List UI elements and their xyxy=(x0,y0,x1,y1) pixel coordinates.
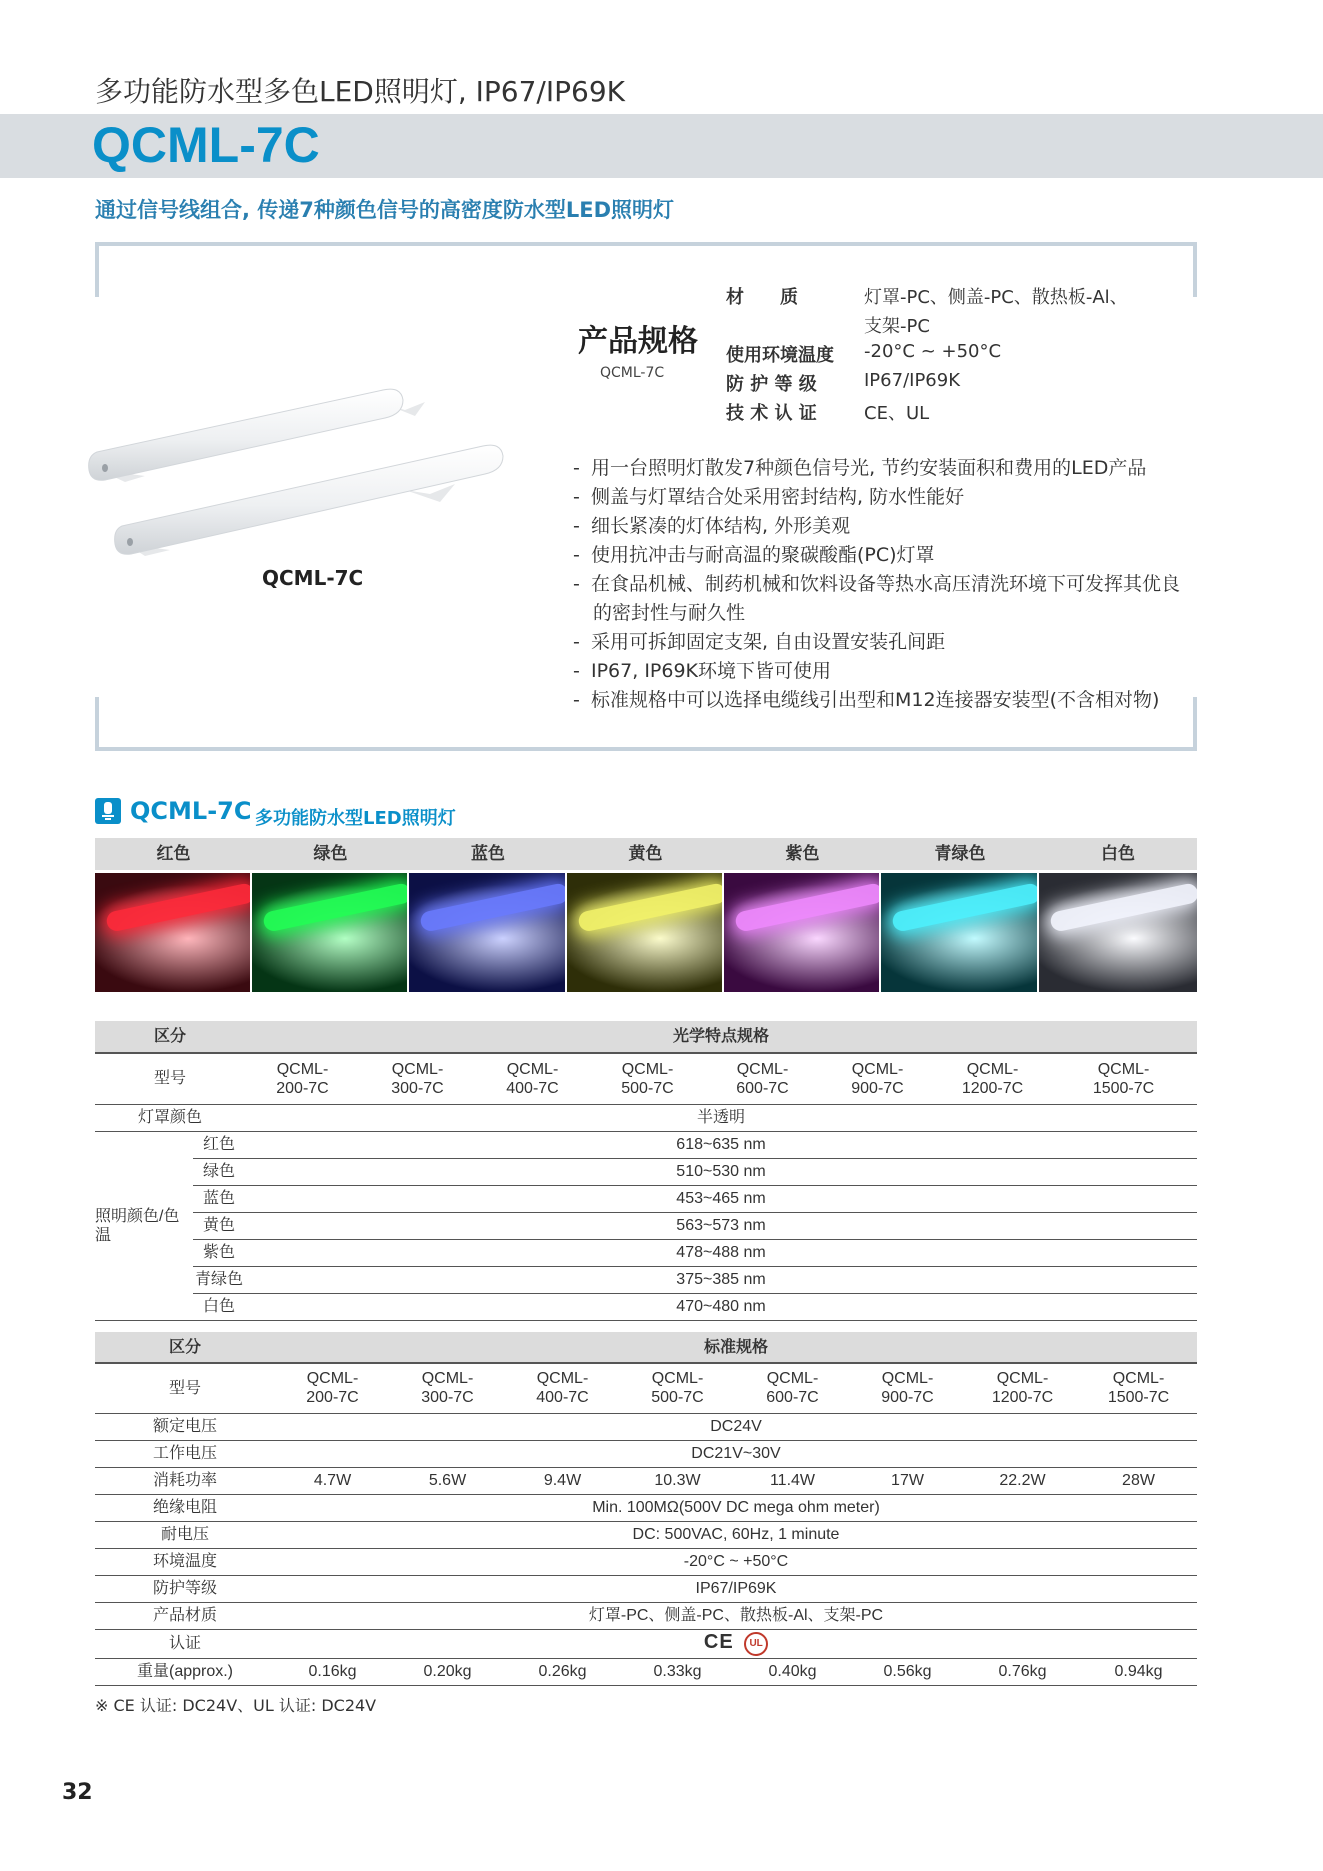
table-header-row xyxy=(95,1021,1197,1053)
feature-item: - 细长紧凑的灯体结构, 外形美观 xyxy=(573,512,1193,541)
group-label: 照明颜色/色温 xyxy=(95,1131,193,1320)
color-cell: 黄色 xyxy=(193,1212,245,1239)
spec-value: IP67/IP69K xyxy=(864,370,961,391)
model-title: QCML-7C xyxy=(92,117,320,173)
footnote: ※ CE 认证: DC24V、UL 认证: DC24V xyxy=(95,1696,377,1715)
model-cell: QCML- 300-7C xyxy=(390,1363,505,1413)
power-cell: 9.4W xyxy=(505,1467,620,1494)
color-label: 红色 xyxy=(156,844,191,864)
color-label: 白色 xyxy=(1101,844,1135,864)
table-row xyxy=(95,1413,1197,1440)
model-cell: QCML- 600-7C xyxy=(705,1053,820,1104)
glowing-light-bar xyxy=(105,882,250,933)
table-row xyxy=(95,1293,1197,1320)
swatch-red xyxy=(95,873,250,992)
table-title: 标准规格 xyxy=(275,1332,1197,1363)
model-cell: QCML- 500-7C xyxy=(590,1053,705,1104)
row-label: 耐电压 xyxy=(95,1521,275,1548)
feature-item: - 在食品机械、制药机械和饮料设备等热水高压清洗环境下可发挥其优良 xyxy=(573,570,1193,599)
glowing-light-bar xyxy=(1049,882,1197,933)
color-cell: 绿色 xyxy=(193,1158,245,1185)
swatch-green xyxy=(252,873,407,992)
table-row xyxy=(95,1440,1197,1467)
color-label: 紫色 xyxy=(785,844,820,864)
spec-value: 灯罩-PC、侧盖-PC、散热板-Al、 xyxy=(864,287,1128,308)
feature-list xyxy=(573,454,1193,715)
product-caption: QCML-7C xyxy=(262,566,364,590)
table-row xyxy=(95,1629,1197,1658)
color-header-bar xyxy=(95,838,1197,870)
row-label: 产品材质 xyxy=(95,1602,275,1629)
model-cell: QCML- 1200-7C xyxy=(935,1053,1050,1104)
power-cell: 22.2W xyxy=(965,1467,1080,1494)
wavelength-cell: 375~385 nm xyxy=(245,1266,1197,1293)
glowing-light-bar xyxy=(262,882,407,933)
power-cell: 4.7W xyxy=(275,1467,390,1494)
model-row xyxy=(95,1363,1197,1413)
model-row xyxy=(95,1053,1197,1104)
color-label: 蓝色 xyxy=(471,844,505,864)
color-cell: 青绿色 xyxy=(193,1266,245,1293)
swatch-purple xyxy=(724,873,879,992)
ce-mark-icon: CE xyxy=(703,1630,734,1653)
spec-label: 材 质 xyxy=(726,287,798,308)
row-label: 型号 xyxy=(95,1053,245,1104)
section-subtitle: 多功能防水型LED照明灯 xyxy=(255,808,456,829)
row-label: 工作电压 xyxy=(95,1440,275,1467)
product-subtitle: 通过信号线组合, 传递7种颜色信号的高密度防水型LED照明灯 xyxy=(95,198,675,222)
table-row xyxy=(95,1266,1197,1293)
row-label: 认证 xyxy=(95,1629,275,1658)
color-cell: 白色 xyxy=(193,1293,245,1320)
color-cell: 蓝色 xyxy=(193,1185,245,1212)
feature-item: - 用一台照明灯散发7种颜色信号光, 节约安装面积和费用的LED产品 xyxy=(573,454,1193,483)
model-cell: QCML- 500-7C xyxy=(620,1363,735,1413)
spec-value: CE、UL xyxy=(864,403,930,424)
row-value: 半透明 xyxy=(245,1104,1197,1131)
table-row xyxy=(95,1185,1197,1212)
swatch-blue xyxy=(409,873,565,992)
standard-spec-table xyxy=(95,1332,1197,1686)
power-cell: 17W xyxy=(850,1467,965,1494)
table-row xyxy=(95,1131,1197,1158)
feature-item: - 使用抗冲击与耐高温的聚碳酸酯(PC)灯罩 xyxy=(573,541,1193,570)
weight-cell: 0.20kg xyxy=(390,1658,505,1685)
model-cell: QCML- 400-7C xyxy=(505,1363,620,1413)
table-header-row xyxy=(95,1332,1197,1363)
model-cell: QCML- 300-7C xyxy=(360,1053,475,1104)
color-label: 黄色 xyxy=(628,844,663,864)
weight-cell: 0.26kg xyxy=(505,1658,620,1685)
table-row xyxy=(95,1575,1197,1602)
power-cell: 5.6W xyxy=(390,1467,505,1494)
weight-cell: 0.33kg xyxy=(620,1658,735,1685)
feature-item: - 采用可拆卸固定支架, 自由设置安装孔间距 xyxy=(573,628,1193,657)
spec-value: 支架-PC xyxy=(864,316,930,337)
row-label: 重量(approx.) xyxy=(95,1658,275,1685)
spec-label: 使用环境温度 xyxy=(726,345,834,366)
model-cell: QCML- 600-7C xyxy=(735,1363,850,1413)
row-value: -20°C ~ +50°C xyxy=(275,1548,1197,1575)
product-image xyxy=(85,380,515,570)
table-row xyxy=(95,1521,1197,1548)
color-cell: 紫色 xyxy=(193,1239,245,1266)
ul-mark-icon: UL xyxy=(744,1632,768,1656)
weight-cell: 0.56kg xyxy=(850,1658,965,1685)
color-cell: 红色 xyxy=(193,1131,245,1158)
page-number: 32 xyxy=(62,1780,93,1805)
glowing-light-bar xyxy=(734,882,879,933)
glowing-light-bar xyxy=(419,882,565,933)
wavelength-cell: 478~488 nm xyxy=(245,1239,1197,1266)
row-value: DC: 500VAC, 60Hz, 1 minute xyxy=(275,1521,1197,1548)
light-bar-upper xyxy=(89,389,425,482)
table-row xyxy=(95,1467,1197,1494)
model-cell: QCML- 1200-7C xyxy=(965,1363,1080,1413)
row-value: Min. 100MΩ(500V DC mega ohm meter) xyxy=(275,1494,1197,1521)
glowing-light-bar xyxy=(577,882,722,933)
weight-cell: 0.40kg xyxy=(735,1658,850,1685)
row-label: 额定电压 xyxy=(95,1413,275,1440)
row-label: 环境温度 xyxy=(95,1548,275,1575)
model-cell: QCML- 900-7C xyxy=(820,1053,935,1104)
spec-value: -20°C ~ +50°C xyxy=(864,341,1002,362)
row-value: IP67/IP69K xyxy=(275,1575,1197,1602)
feature-item: - IP67, IP69K环境下皆可使用 xyxy=(573,657,1193,686)
model-cell: QCML- 200-7C xyxy=(245,1053,360,1104)
row-label: 消耗功率 xyxy=(95,1467,275,1494)
table-row xyxy=(95,1239,1197,1266)
section-title: QCML-7C xyxy=(130,797,252,825)
feature-item-continued: 的密封性与耐久性 xyxy=(593,602,746,624)
table-row xyxy=(95,1548,1197,1575)
model-cell: QCML- 400-7C xyxy=(475,1053,590,1104)
page-top-title: 多功能防水型多色LED照明灯, IP67/IP69K xyxy=(95,75,625,108)
table-row xyxy=(95,1212,1197,1239)
swatch-yellow xyxy=(567,873,722,992)
col-category: 区分 xyxy=(95,1021,245,1053)
table-title: 光学特点规格 xyxy=(245,1021,1197,1053)
row-label: 绝缘电阻 xyxy=(95,1494,275,1521)
wavelength-cell: 453~465 nm xyxy=(245,1185,1197,1212)
color-label: 青绿色 xyxy=(934,844,986,864)
table-row xyxy=(95,1658,1197,1685)
swatch-white xyxy=(1039,873,1197,992)
spec-subheading: QCML-7C xyxy=(600,365,665,381)
power-cell: 28W xyxy=(1080,1467,1197,1494)
spec-label: 防 护 等 级 xyxy=(726,374,817,395)
feature-item: - 标准规格中可以选择电缆线引出型和M12连接器安装型(不含相对物) xyxy=(573,686,1193,715)
model-cell: QCML- 200-7C xyxy=(275,1363,390,1413)
row-label: 灯罩颜色 xyxy=(95,1104,245,1131)
weight-cell: 0.94kg xyxy=(1080,1658,1197,1685)
wavelength-cell: 510~530 nm xyxy=(245,1158,1197,1185)
spec-heading: 产品规格 xyxy=(578,324,698,359)
row-value: 灯罩-PC、侧盖-PC、散热板-Al、支架-PC xyxy=(275,1602,1197,1629)
wavelength-cell: 618~635 nm xyxy=(245,1131,1197,1158)
wavelength-cell: 470~480 nm xyxy=(245,1293,1197,1320)
cert-cell xyxy=(275,1629,1197,1658)
weight-cell: 0.16kg xyxy=(275,1658,390,1685)
model-cell: QCML- 1500-7C xyxy=(1080,1363,1197,1413)
model-cell: QCML- 1500-7C xyxy=(1050,1053,1197,1104)
row-value: DC24V xyxy=(275,1413,1197,1440)
power-cell: 11.4W xyxy=(735,1467,850,1494)
color-label: 绿色 xyxy=(313,844,348,864)
model-cell: QCML- 900-7C xyxy=(850,1363,965,1413)
col-category: 区分 xyxy=(95,1332,275,1363)
wavelength-cell: 563~573 nm xyxy=(245,1212,1197,1239)
power-cell: 10.3W xyxy=(620,1467,735,1494)
optical-spec-table xyxy=(95,1021,1197,1321)
row-label: 防护等级 xyxy=(95,1575,275,1602)
row-value: DC21V~30V xyxy=(275,1440,1197,1467)
spec-label: 技 术 认 证 xyxy=(726,403,817,424)
table-row xyxy=(95,1104,1197,1131)
row-label: 型号 xyxy=(95,1363,275,1413)
feature-item: - 侧盖与灯罩结合处采用密封结构, 防水性能好 xyxy=(573,483,1193,512)
lamp-icon xyxy=(95,798,121,824)
table-row xyxy=(95,1158,1197,1185)
weight-cell: 0.76kg xyxy=(965,1658,1080,1685)
glowing-light-bar xyxy=(891,882,1037,933)
table-row xyxy=(95,1494,1197,1521)
swatch-cyan xyxy=(881,873,1037,992)
table-row xyxy=(95,1602,1197,1629)
